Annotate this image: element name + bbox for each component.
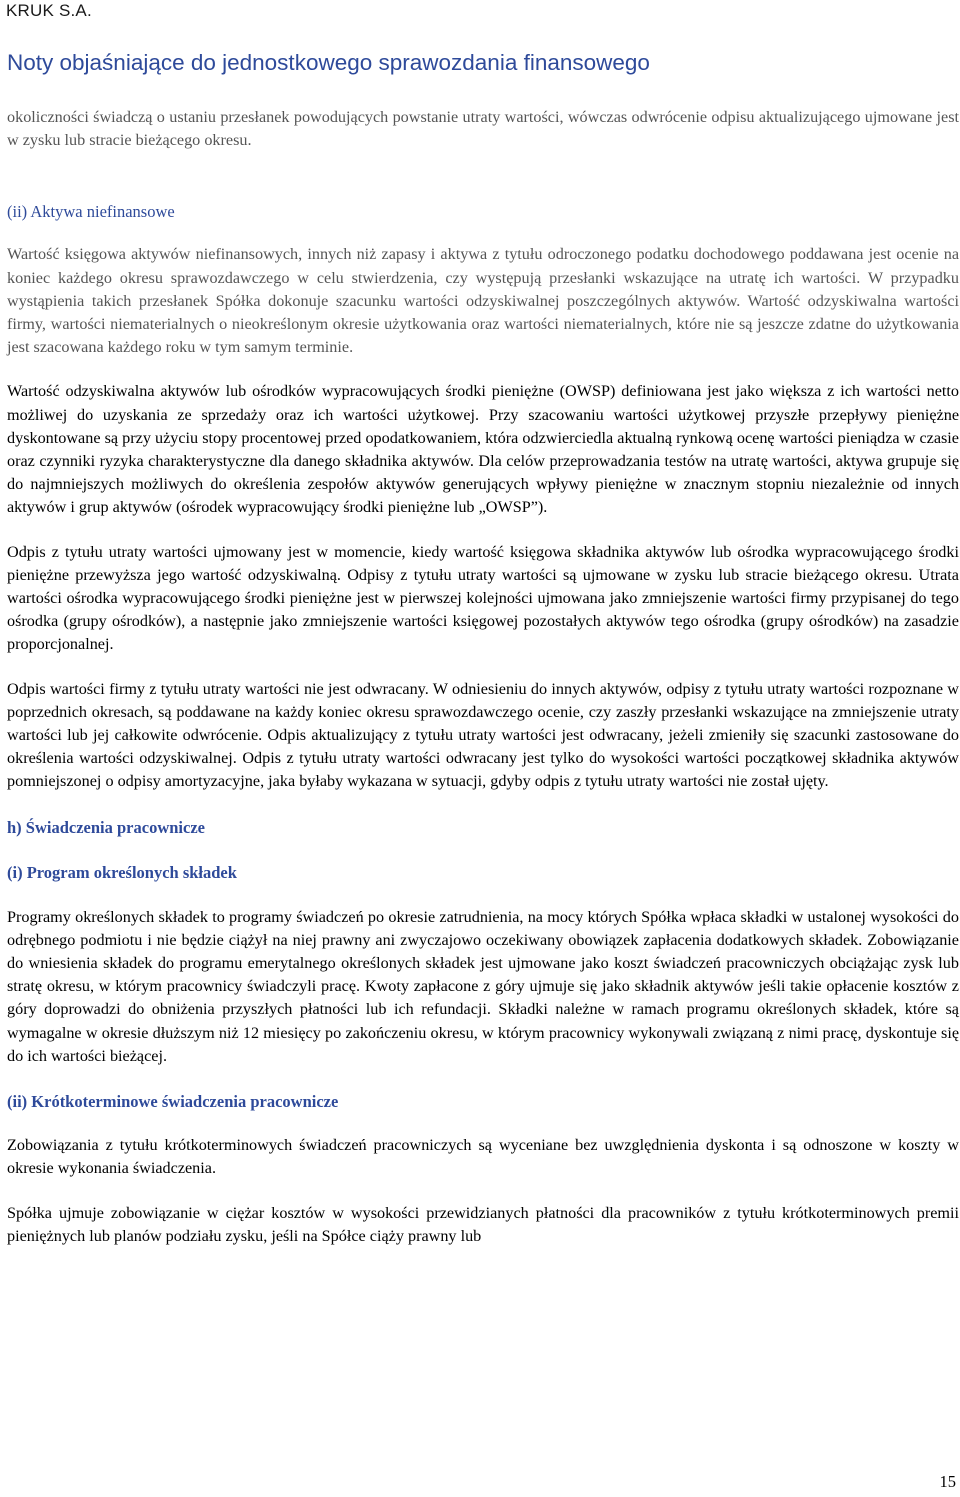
document-body (7, 106, 959, 1248)
paragraph-continuation: okoliczności świadczą o ustaniu przesłanek powodujących powstanie utraty wartości, wówczas odwrócenie odpisu aktualizującego ujmowane jest w zysku lub stracie bieżącego okresu. (7, 108, 959, 150)
paragraph-goodwill-impairment: Odpis wartości firmy z tytułu utraty wartości nie jest odwracany. W odniesieniu do innych aktywów, odpisy z tytułu utraty wartości rozpoznane w poprzednich okresach, są poddawane na każdy koniec okresu sprawozdawczego ocenie, czy zaszły przesłanki wskazujące na zmniejszenie utraty wartości lub jej całkowite odwrócenie. Odpis aktualizujący z tytułu utraty wartości jest odwracany, jeżeli zmieniły się szacunki zastosowane do określenia wartości odzyskiwalnej. Odpis z tytułu utraty wartości odwracany jest tylko do wysokości wartości początkowej składnika aktywów pomniejszonej o odpisy amortyzacyjne, jaka byłaby wykazana w sytuacji, gdyby odpis z tytułu utraty wartości nie został ujęty. (7, 679, 959, 791)
heading-defined-contribution: (i) Program określonych składek (7, 862, 237, 882)
page-number: 15 (939, 1472, 956, 1491)
heading-employee-benefits: h) Świadczenia pracownicze (7, 817, 205, 837)
paragraph-impairment-loss: Odpis z tytułu utraty wartości ujmowany jest w momencie, kiedy wartość księgowa składnika aktywów lub ośrodka wypracowującego środki pieniężne przewyższa jego wartość odzyskiwalną. Odpisy z tytułu utraty wartości są ujmowane w zysku lub stracie bieżącego okresu. Utrata wartości ośrodka wypracowującego środki pieniężne jest w pierwszej kolejności ujmowana jako zmniejszenie wartości firmy przypisanej do tego ośrodka (grupy ośrodków), a następnie jako zmniejszenie wartości księgowej pozostałych aktywów tego ośrodka (grupy ośrodków) na zasadzie proporcjonalnej. (7, 542, 959, 654)
paragraph-carrying-amount: Wartość księgowa aktywów niefinansowych, innych niż zapasy i aktywa z tytułu odroczonego podatku dochodowego poddawana jest ocenie na koniec każdego okresu sprawozdawczego w celu stwierdzenia, czy występują przesłanki wskazujące na utratę ich wartości. W przypadku wystąpienia takich przesłanek Spółka dokonuje szacunku wartości odzyskiwalnej poszczególnych aktywów. Wartość odzyskiwalna wartości firmy, wartości niematerialnych o nieokreślonym okresie użytkowania oraz wartości niematerialnych, które nie są jeszcze zdatne do użytkowania jest szacowana każdego roku w tym samym terminie. (7, 245, 959, 357)
heading-non-financial-assets: (ii) Aktywa niefinansowe (7, 202, 175, 222)
company-name: KRUK S.A. (6, 1, 92, 20)
paragraph-short-term-obligations: Zobowiązania z tytułu krótkoterminowych świadczeń pracowniczych są wyceniane bez uwzględnienia dyskonta i są odnoszone w koszty w okresie wykonania świadczenia. (7, 1136, 959, 1178)
paragraph-defined-contribution: Programy określonych składek to programy świadczeń po okresie zatrudnienia, na mocy których Spółka wpłaca składki w ustalonej wysokości do odrębnego podmiotu i nie będzie ciążył na niej prawny ani zwyczajowo oczekiwany obowiązek zapłacenia dodatkowych składek. Zobowiązanie do wniesienia składek do programu emerytalnego określonych składek jest ujmowane jako koszt świadczeń pracowniczych obciążając zysk lub stratę okresu, w którym pracownicy świadczyli pracę. Kwoty zapłacone z góry ujmuje się jako składnik aktywów jeśli takie opłacenie kosztów z góry doprowadzi do obniżenia przyszłych płatności lub ich refundacji. Składki należne w ramach programu określonych składek, które są wymagalne w okresie dłuższym niż 12 miesięcy po zakończeniu okresu, w którym pracownicy wykonywali związaną z nimi pracę, dyskontuje się do ich wartości bieżącej. (7, 907, 959, 1065)
paragraph-recoverable-amount: Wartość odzyskiwalna aktywów lub ośrodków wypracowujących środki pieniężne (OWSP) definiowana jest jako większa z ich wartości netto możliwej do uzyskania ze sprzedaży oraz ich wartości użytkowej. Przy szacowaniu wartości użytkowej przyszłe przepływy pieniężne dyskontowane są przy użyciu stopy procentowej przed opodatkowaniem, która odzwierciedla aktualną rynkową ocenę wartości pieniądza w czasie oraz czynniki ryzyka charakterystyczne dla danego składnika aktywów. Dla celów przeprowadzania testów na utratę wartości, aktywa grupuje się do najmniejszych możliwych do określenia zespołów aktywów generujących wpływy pieniężne w znacznym stopniu niezależnie od innych aktywów i grup aktywów (ośrodek wypracowujący środki pieniężne lub „OWSP”). (7, 382, 959, 517)
paragraph-bonus-obligations: Spółka ujmuje zobowiązanie w ciężar kosztów w wysokości przewidzianych płatności dla pracowników z tytułu krótkoterminowych premii pieniężnych lub planów podziału zysku, jeśli na Spółce ciąży prawny lub (7, 1203, 959, 1245)
document-title: Noty objaśniające do jednostkowego sprawozdania finansowego (7, 50, 650, 75)
heading-short-term-benefits: (ii) Krótkoterminowe świadczenia pracownicze (7, 1092, 339, 1112)
